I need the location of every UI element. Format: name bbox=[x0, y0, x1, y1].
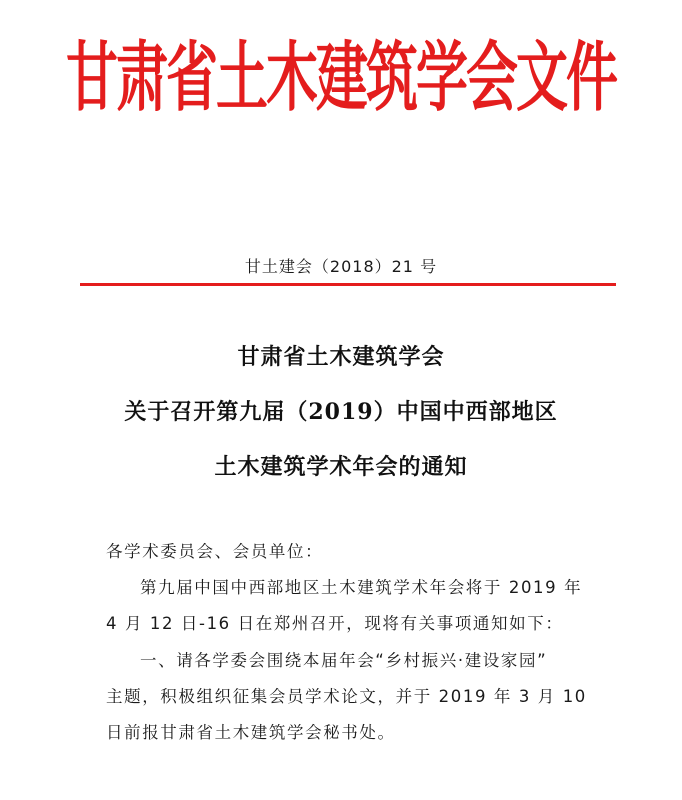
masthead-title: 甘肃省土木建筑学会文件 bbox=[65, 33, 616, 123]
salutation: 各学术委员会、会员单位： bbox=[106, 542, 324, 561]
paragraph-2-line-1: 一、请各学委会围绕本届年会“乡村振兴·建设家园” bbox=[140, 651, 548, 670]
paragraph-2-line-2: 主题，积极组织征集会员学术论文，并于 2019 年 3 月 10 bbox=[106, 687, 587, 706]
notice-title-line-2: 关于召开第九届（2019）中国中西部地区 bbox=[124, 399, 558, 425]
red-divider-line bbox=[80, 283, 616, 286]
notice-title-line-1: 甘肃省土木建筑学会 bbox=[237, 344, 445, 370]
notice-title-line-3: 土木建筑学术年会的通知 bbox=[214, 454, 468, 480]
paragraph-1-line-1: 第九届中国中西部地区土木建筑学术年会将于 2019 年 bbox=[140, 578, 583, 597]
document-number: 甘土建会（2018）21 号 bbox=[244, 257, 438, 276]
paragraph-2-line-3: 日前报甘肃省土木建筑学会秘书处。 bbox=[106, 723, 396, 742]
paragraph-1-line-2: 4 月 12 日-16 日在郑州召开，现将有关事项通知如下： bbox=[106, 614, 564, 633]
